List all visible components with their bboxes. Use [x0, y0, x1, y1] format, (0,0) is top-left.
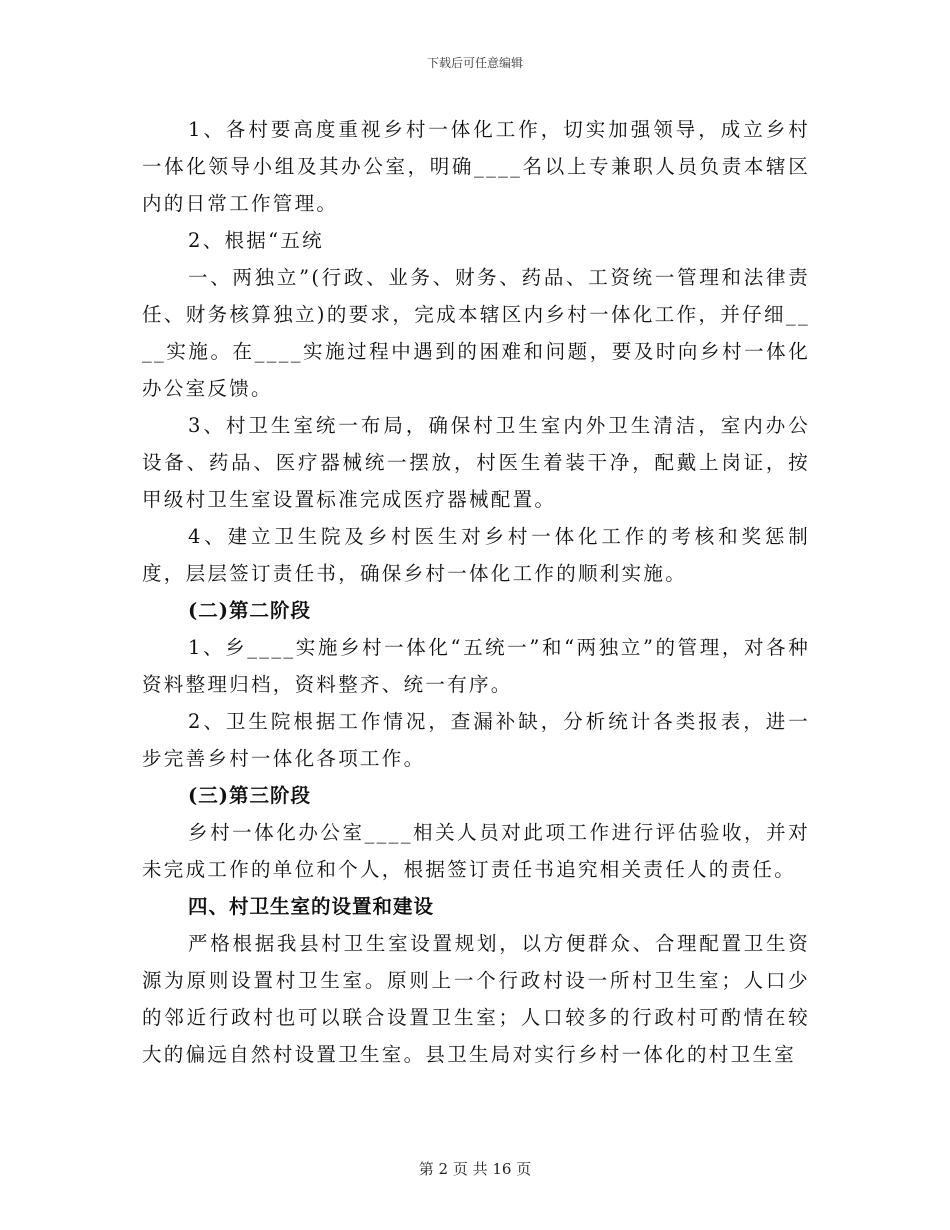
page-footer: 第 2 页 共 16 页 — [418, 1160, 532, 1178]
paragraph-8: 乡村一体化办公室____相关人员对此项工作进行评估验收，并对未完成工作的单位和个人，根据签订责任书追究相关责任人的责任。 — [142, 821, 810, 881]
section-heading-stage-2: (二)第二阶段 — [188, 599, 311, 622]
page-header: 下载后可任意编辑 — [426, 56, 523, 70]
section-heading-stage-3: (三)第三阶段 — [188, 784, 311, 807]
document-body — [142, 111, 810, 1073]
section-heading-4: 四、村卫生室的设置和建设 — [188, 895, 435, 918]
paragraph-5: 4、建立卫生院及乡村医生对乡村一体化工作的考核和奖惩制度，层层签订责任书，确保乡村一体化工作的顺利实施。 — [142, 525, 810, 585]
paragraph-9: 严格根据我县村卫生室设置规划，以方便群众、合理配置卫生资源为原则设置村卫生室。原则上一个行政村设一所村卫生室；人口少的邻近行政村也可以联合设置卫生室；人口较多的行政村可酌情在较大的偏远自然村设置卫生室。县卫生局对实行乡村一体化的村卫生室 — [142, 932, 810, 1066]
paragraph-7: 2、卫生院根据工作情况，查漏补缺，分析统计各类报表，进一步完善乡村一体化各项工作。 — [142, 710, 810, 770]
paragraph-4: 3、村卫生室统一布局，确保村卫生室内外卫生清洁，室内办公设备、药品、医疗器械统一摆放，村医生着装干净，配戴上岗证，按甲级村卫生室设置标准完成医疗器械配置。 — [142, 414, 810, 511]
paragraph-1: 1、各村要高度重视乡村一体化工作，切实加强领导，成立乡村一体化领导小组及其办公室，明确____名以上专兼职人员负责本辖区内的日常工作管理。 — [142, 118, 810, 215]
paragraph-6: 1、乡____实施乡村一体化“五统一”和“两独立”的管理，对各种资料整理归档，资料整齐、统一有序。 — [142, 636, 810, 696]
paragraph-2: 2、根据“五统 — [188, 229, 324, 252]
paragraph-3: 一、两独立”(行政、业务、财务、药品、工资统一管理和法律责任、财务核算独立)的要求，完成本辖区内乡村一体化工作，并仔细____实施。在____实施过程中遇到的困难和问题，要及时向乡村一体化办公室反馈。 — [142, 266, 810, 400]
